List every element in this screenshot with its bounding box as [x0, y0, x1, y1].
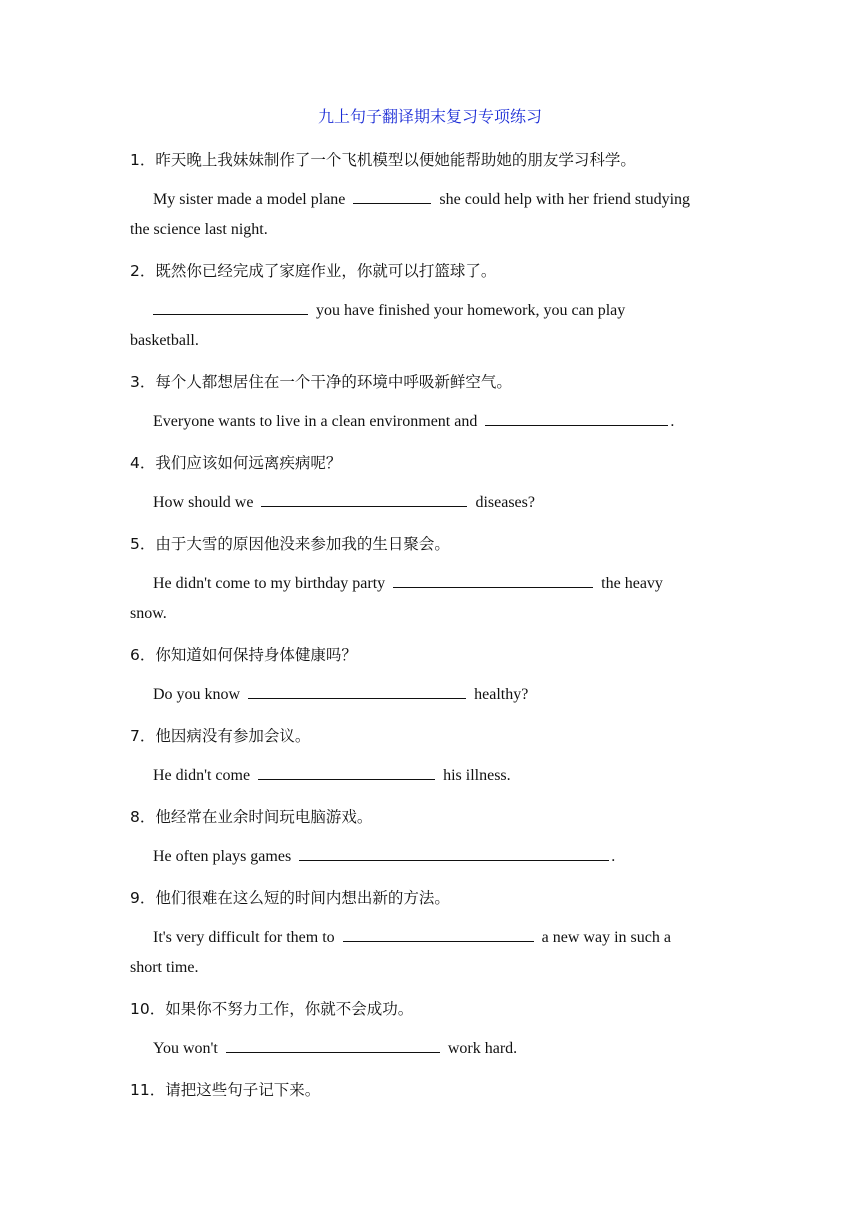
answer-text-before: Do you know — [153, 686, 241, 703]
page-title: 九上句子翻译期末复习专项练习 — [317, 107, 542, 126]
answer-blank[interactable] — [299, 843, 609, 861]
answer-3 — [130, 407, 750, 437]
question-chinese: 既然你已经完成了家庭作业，你就可以打篮球了。 — [155, 262, 497, 280]
answer-text-before: He didn't come to my birthday party — [153, 575, 386, 592]
question-9 — [130, 886, 450, 908]
answer-blank[interactable] — [226, 1035, 440, 1053]
answer-blank[interactable] — [261, 489, 467, 507]
question-chinese: 昨天晚上我妹妹制作了一个飞机模型以便她能帮助她的朋友学习科学。 — [155, 151, 636, 169]
answer-continuation: basketball. — [130, 332, 199, 349]
question-number: 6． — [130, 646, 156, 664]
answer-text-after: work hard. — [447, 1040, 518, 1057]
answer-5 — [130, 569, 750, 629]
answer-continuation: snow. — [130, 605, 167, 622]
answer-text-after: his illness. — [443, 767, 511, 784]
answer-text-after: . — [611, 848, 616, 865]
answer-9 — [130, 923, 750, 983]
answer-continuation: the science last night. — [130, 221, 268, 238]
question-chinese: 你知道如何保持身体健康吗？ — [155, 646, 357, 664]
answer-2 — [130, 296, 750, 356]
question-4 — [130, 451, 341, 473]
answer-blank[interactable] — [153, 297, 308, 315]
question-number: 2． — [130, 262, 156, 280]
question-chinese: 如果你不努力工作，你就不会成功。 — [165, 1000, 414, 1018]
question-6 — [130, 643, 357, 665]
answer-text-after: a new way in such a — [541, 929, 671, 946]
question-chinese: 他经常在业余时间玩电脑游戏。 — [155, 808, 373, 826]
question-chinese: 他们很难在这么短的时间内想出新的方法。 — [155, 889, 450, 907]
answer-text-before: He didn't come — [153, 767, 251, 784]
question-5 — [130, 532, 450, 554]
answer-4 — [130, 488, 750, 518]
question-10 — [130, 997, 413, 1019]
answer-blank[interactable] — [393, 570, 593, 588]
question-number: 5． — [130, 535, 156, 553]
answer-7 — [130, 761, 750, 791]
question-number: 1． — [130, 151, 156, 169]
answer-10 — [130, 1034, 750, 1064]
answer-continuation: short time. — [130, 959, 199, 976]
question-chinese: 请把这些句子记下来。 — [165, 1081, 321, 1099]
question-3 — [130, 370, 512, 392]
answer-text-after: you have finished your homework, you can play — [316, 302, 626, 319]
answer-text-after: . — [670, 413, 675, 430]
question-number: 10． — [130, 1000, 166, 1018]
answer-text-after: healthy? — [474, 686, 529, 703]
question-chinese: 我们应该如何远离疾病呢？ — [155, 454, 342, 472]
question-number: 11． — [130, 1081, 166, 1099]
answer-text-before: It's very difficult for them to — [153, 929, 335, 946]
answer-6 — [130, 680, 750, 710]
answer-blank[interactable] — [343, 924, 534, 942]
answer-blank[interactable] — [258, 762, 435, 780]
question-number: 9． — [130, 889, 156, 907]
question-2 — [130, 259, 496, 281]
answer-text-before: How should we — [153, 494, 254, 511]
answer-text-before: You won't — [153, 1040, 218, 1057]
answer-text-after: she could help with her friend studying — [439, 191, 691, 208]
answer-text-before: My sister made a model plane — [153, 191, 346, 208]
question-number: 4． — [130, 454, 156, 472]
question-8 — [130, 805, 372, 827]
question-number: 7． — [130, 727, 156, 745]
question-number: 8． — [130, 808, 156, 826]
answer-text-after: diseases? — [475, 494, 535, 511]
question-1 — [130, 148, 636, 170]
answer-blank[interactable] — [353, 186, 431, 204]
answer-8 — [130, 842, 750, 872]
answer-1 — [130, 185, 750, 245]
answer-text-before: He often plays games — [153, 848, 292, 865]
question-chinese: 他因病没有参加会议。 — [155, 727, 311, 745]
answer-blank[interactable] — [248, 681, 466, 699]
question-number: 3． — [130, 373, 156, 391]
answer-text-before: Everyone wants to live in a clean environment and — [153, 413, 478, 430]
question-chinese: 由于大雪的原因他没来参加我的生日聚会。 — [155, 535, 450, 553]
answer-text-after: the heavy — [601, 575, 663, 592]
question-11 — [130, 1078, 320, 1100]
question-7 — [130, 724, 310, 746]
question-chinese: 每个人都想居住在一个干净的环境中呼吸新鲜空气。 — [155, 373, 512, 391]
answer-blank[interactable] — [485, 408, 668, 426]
